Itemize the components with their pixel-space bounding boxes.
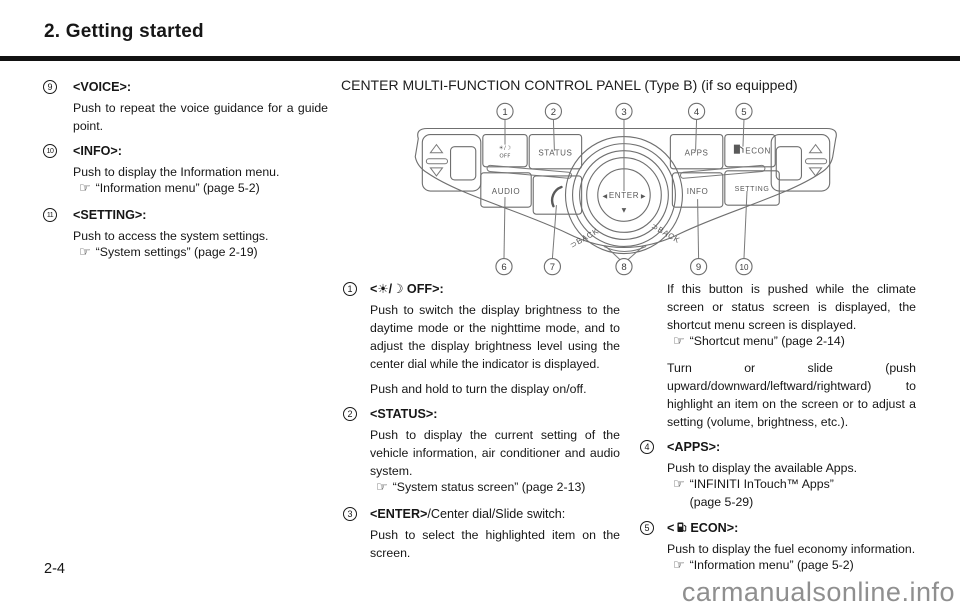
left-blank-key (451, 147, 476, 180)
svg-text:3: 3 (621, 106, 627, 118)
dial-left-arrow-icon: ◀ (602, 193, 608, 201)
status-button (529, 135, 581, 169)
circled-number-4: 4 (640, 440, 654, 454)
right-blank-key (776, 147, 801, 180)
pointing-hand-icon: ☞ (673, 477, 685, 492)
svg-text:10: 10 (739, 263, 749, 273)
svg-text:1: 1 (502, 106, 508, 118)
reference-text: “Information menu” (page 5-2) (95, 181, 260, 195)
callout-5 (736, 103, 752, 119)
display-off-heading: <☀/☽ OFF>: (370, 282, 444, 296)
temp-slider (426, 159, 447, 164)
svg-text:9: 9 (695, 262, 702, 274)
list-item-display-off (343, 280, 620, 405)
svg-text:STATUS: STATUS (538, 148, 573, 158)
callout-6 (496, 259, 512, 275)
header-divider (0, 56, 960, 61)
svg-text:5: 5 (741, 106, 747, 118)
right-climate-section (771, 135, 829, 191)
temp-slider (805, 159, 826, 164)
dial-right-arrow-icon: ▶ (640, 193, 646, 201)
fuel-pump-icon (677, 521, 687, 533)
description-column-right (640, 280, 916, 583)
apps-button (670, 135, 722, 169)
reference-text: “INFINITI InTouch™ Apps” (page 5-29) (689, 477, 834, 509)
list-item-voice (43, 78, 328, 142)
pointing-hand-icon: ☞ (673, 334, 685, 349)
control-panel-illustration (384, 96, 868, 282)
back-left-label: ⊃BACK (568, 226, 601, 251)
circled-number-5: 5 (640, 521, 654, 535)
reference-text: “System settings” (page 2-19) (95, 245, 258, 259)
circled-number-2: 2 (343, 407, 357, 421)
pointing-hand-icon: ☞ (79, 245, 91, 260)
page-number: 2-4 (44, 561, 65, 577)
circled-number-3: 3 (343, 507, 357, 521)
callout-3 (616, 103, 632, 119)
svg-text:6: 6 (501, 262, 507, 274)
pointing-hand-icon: ☞ (376, 480, 388, 495)
list-item-apps (640, 438, 916, 519)
status-text: Push to display the current setting of the vehicle information, air conditioner and audio system. (370, 428, 620, 478)
watermark: carmanualsonline.info (681, 577, 955, 607)
temp-down-icon (810, 168, 822, 176)
list-item-enter (343, 505, 620, 569)
back-right-label: ⊃BACK (649, 221, 682, 246)
display-off-text-1: Push to switch the display brightness to the daytime mode or the nighttime mode, and to adjust the display brightness level using the center dial while the indicator is displayed. (370, 303, 620, 371)
econ-heading: < ECON>: (667, 521, 739, 535)
svg-text:7: 7 (549, 262, 556, 274)
callout-4 (689, 103, 705, 119)
description-column-left (343, 280, 620, 569)
voice-text: Push to repeat the voice guidance for a guide point. (73, 101, 328, 133)
dial-down-arrow-icon: ▼ (621, 207, 627, 215)
callout-7 (544, 259, 560, 275)
svg-text:8: 8 (621, 262, 627, 274)
setting-heading: <SETTING>: (73, 208, 147, 222)
voice-heading: <VOICE>: (73, 80, 132, 94)
pointing-hand-icon: ☞ (79, 181, 91, 196)
reference-text: “System status screen” (page 2-13) (392, 480, 586, 494)
display-off-text-2: Push and hold to turn the display on/off. (370, 382, 587, 396)
reference-text: “Shortcut menu” (page 2-14) (689, 334, 845, 348)
enter-continued-text-1: If this button is pushed while the climate screen or status screen is displayed, the shortcut menu screen is displayed. (667, 282, 916, 332)
circled-number-1: 1 (343, 282, 357, 296)
svg-text:APPS: APPS (684, 148, 709, 158)
svg-text:ECON: ECON (745, 146, 771, 156)
svg-text:INFO: INFO (686, 187, 709, 197)
enter-heading: <ENTER>/Center dial/Slide switch: (370, 507, 566, 521)
svg-text:AUDIO: AUDIO (491, 187, 521, 197)
chapter-title: 2. Getting started (44, 21, 204, 42)
svg-text:☀/☽: ☀/☽ (498, 145, 512, 152)
list-item-info (43, 142, 328, 206)
cross-reference (376, 478, 620, 497)
info-text: Push to display the Information menu. (73, 165, 280, 179)
section-title: CENTER MULTI-FUNCTION CONTROL PANEL (Type B) (if so equipped) (341, 77, 798, 93)
apps-heading: <APPS>: (667, 440, 721, 454)
temp-up-icon (810, 145, 822, 153)
info-heading: <INFO>: (73, 144, 122, 158)
cross-reference (79, 243, 328, 262)
cross-reference (673, 556, 916, 575)
temp-down-icon (430, 168, 442, 176)
econ-text: Push to display the fuel economy information. (667, 542, 916, 556)
list-item-status (343, 405, 620, 505)
svg-text:OFF: OFF (499, 153, 511, 160)
callout-8 (616, 259, 632, 275)
status-heading: <STATUS>: (370, 407, 438, 421)
apps-text: Push to display the available Apps. (667, 461, 858, 475)
control-panel-diagram (384, 96, 868, 282)
pointing-hand-icon: ☞ (673, 558, 685, 573)
econ-button (725, 135, 775, 167)
callout-2 (545, 103, 561, 119)
setting-text: Push to access the system settings. (73, 229, 269, 243)
circled-number-9: 9 (43, 80, 57, 94)
fuel-pump-icon (734, 145, 743, 154)
cross-reference (673, 332, 916, 351)
enter-label: ENTER (608, 191, 640, 201)
callout-1 (497, 103, 513, 119)
reference-text: “Information menu” (page 5-2) (689, 558, 854, 572)
svg-text:4: 4 (693, 106, 700, 118)
circled-number-11: 11 (43, 208, 57, 222)
enter-continued-text-2: Turn or slide (push upward/downward/leftward/rightward) to highlight an item on the screen or to adjust a setting (volume, brightness, etc.). (667, 361, 916, 429)
enter-text: Push to select the highlighted item on the screen. (370, 528, 620, 560)
enter-continued-block (667, 280, 916, 431)
svg-text:2: 2 (550, 106, 557, 118)
list-item-econ (640, 519, 916, 583)
phone-icon (552, 187, 561, 206)
cross-reference (673, 475, 916, 511)
cross-reference (79, 179, 328, 198)
left-climate-section (422, 135, 480, 191)
callout-leader-lines (504, 119, 747, 259)
callout-10 (736, 259, 752, 275)
left-column (43, 78, 328, 270)
circled-number-10: 10 (43, 144, 57, 158)
svg-text:SETTING: SETTING (734, 186, 770, 194)
list-item-setting (43, 206, 328, 270)
callout-9 (691, 259, 707, 275)
temp-up-icon (430, 145, 442, 153)
